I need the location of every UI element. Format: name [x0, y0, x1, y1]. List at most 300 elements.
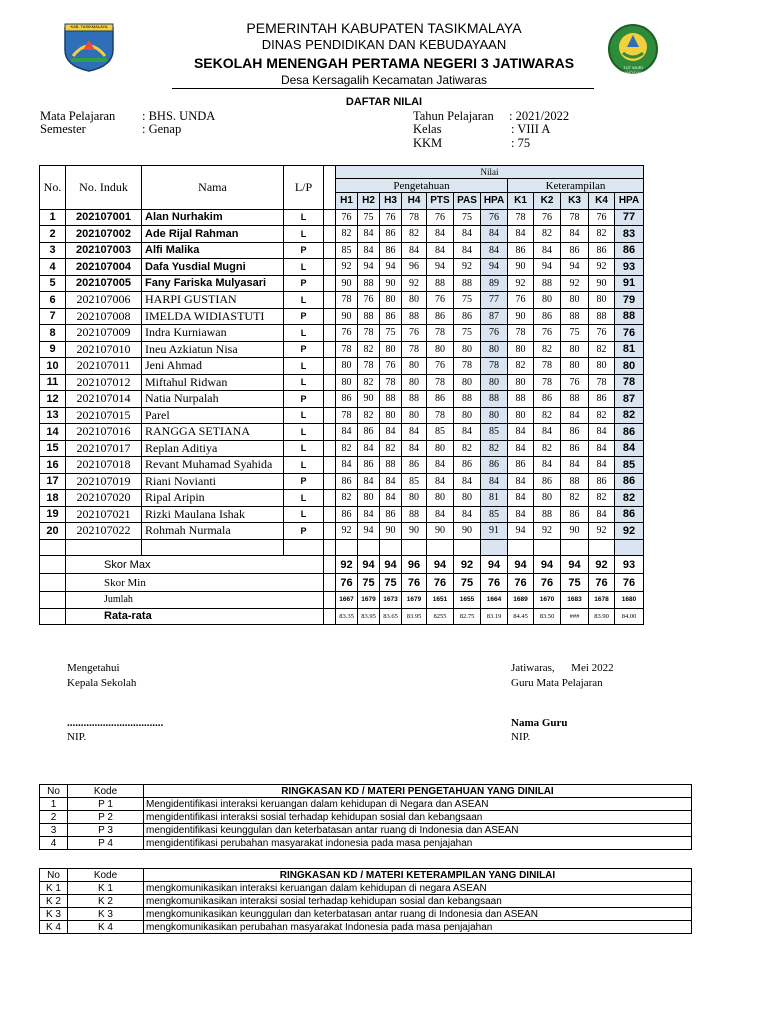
row-score: 84 [589, 457, 615, 474]
row-score: 92 [561, 275, 589, 292]
kdp-row [40, 811, 692, 824]
row-score: 88 [534, 506, 561, 523]
row-score: 84 [427, 226, 454, 243]
kdp-desc: mengidentifikasi interaksi sosial terhadap kehidupan sosial dan kebangsaan [144, 811, 692, 824]
row-score: 86 [534, 308, 561, 325]
row-score: 80 [402, 490, 427, 507]
row-score: 88 [561, 473, 589, 490]
row-score: 86 [427, 308, 454, 325]
row-score: 90 [561, 523, 589, 540]
row-nama: Alfi Malika [142, 242, 284, 259]
row-score: 76 [427, 209, 454, 226]
row-score: 76 [534, 209, 561, 226]
row-score: 94 [427, 259, 454, 276]
row-score: 88 [561, 391, 589, 408]
row-score: 78 [380, 374, 402, 391]
row-score: 90 [336, 275, 358, 292]
skor-min-row-value: 76 [336, 574, 358, 592]
row-score: 80 [402, 292, 427, 309]
skor-min-row-value: 76 [615, 574, 644, 592]
row-score: 76 [336, 209, 358, 226]
row-score: 85 [481, 506, 508, 523]
rata-row-value: 8255 [427, 608, 454, 625]
row-nama: Replan Aditiya [142, 440, 284, 457]
row-lp: P [284, 391, 324, 408]
row-score: 86 [481, 457, 508, 474]
table-row [40, 308, 644, 325]
year-label: Tahun Pelajaran [413, 109, 494, 123]
row-score: 84 [358, 506, 380, 523]
skor-max-row-value: 94 [508, 556, 534, 574]
blank-cell [615, 539, 644, 556]
table-row [40, 523, 644, 540]
row-score: 84 [427, 242, 454, 259]
skor-max-row-value: 94 [561, 556, 589, 574]
row-score: 80 [561, 341, 589, 358]
row-score: 94 [561, 259, 589, 276]
row-induk: 202107020 [66, 490, 142, 507]
row-score: 90 [336, 308, 358, 325]
row-score: 82 [534, 407, 561, 424]
row-score: 82 [589, 407, 615, 424]
row-no: 10 [40, 358, 66, 375]
skor-min-row-value: 75 [380, 574, 402, 592]
row-score: 92 [615, 523, 644, 540]
row-score: 76 [589, 325, 615, 342]
rata-row-value: 83.95 [402, 608, 427, 625]
row-lp: L [284, 424, 324, 441]
row-induk: 202107004 [66, 259, 142, 276]
blank-cell [66, 539, 142, 556]
row-lp: L [284, 440, 324, 457]
row-score: 85 [336, 242, 358, 259]
row-score: 78 [427, 407, 454, 424]
row-score: 82 [380, 440, 402, 457]
row-score: 86 [380, 226, 402, 243]
kdk-kode: K 2 [68, 895, 144, 908]
row-score: 86 [380, 242, 402, 259]
row-score: 84 [380, 424, 402, 441]
row-score: 80 [336, 374, 358, 391]
row-score: 84 [402, 440, 427, 457]
row-score: 88 [358, 275, 380, 292]
row-score: 82 [358, 374, 380, 391]
row-score: 76 [534, 325, 561, 342]
row-score: 84 [561, 457, 589, 474]
row-score: 84 [454, 424, 481, 441]
row-score: 82 [561, 490, 589, 507]
row-score: 78 [402, 341, 427, 358]
kdp-row [40, 837, 692, 850]
row-score: 79 [615, 292, 644, 309]
sig-right-nip: NIP. [511, 731, 531, 743]
kdk-no: K 4 [40, 921, 68, 934]
kdk-kode: K 3 [68, 908, 144, 921]
row-score: 84 [427, 473, 454, 490]
row-score: 78 [336, 292, 358, 309]
kdk-col-kode: Kode [68, 869, 144, 882]
kdk-desc: mengkomunikasikan interaksi keruangan dalam kehidupan di negara ASEAN [144, 882, 692, 895]
kdk-row [40, 921, 692, 934]
row-score: 86 [380, 308, 402, 325]
row-score: 88 [589, 308, 615, 325]
row-score: 86 [534, 473, 561, 490]
row-nama: Parel [142, 407, 284, 424]
table-row [40, 440, 644, 457]
row-score: 93 [615, 259, 644, 276]
school-name: SEKOLAH MENENGAH PERTAMA NEGERI 3 JATIWARAS [193, 55, 575, 71]
row-spacer [324, 506, 336, 523]
row-no: 4 [40, 259, 66, 276]
row-score: 83 [615, 226, 644, 243]
skor-max-row-label: Skor Max [66, 556, 324, 574]
row-no: 14 [40, 424, 66, 441]
subheader-h4: H4 [402, 193, 427, 210]
row-lp: L [284, 259, 324, 276]
col-no-header: No. [40, 166, 66, 210]
jumlah-row-value: 1679 [358, 592, 380, 609]
row-score: 76 [380, 209, 402, 226]
blank-cell [534, 539, 561, 556]
row-score: 88 [358, 308, 380, 325]
kdp-desc: mengidentifikasi keunggulan dan keterbatasan antar ruang di Indonesia dan ASEAN [144, 824, 692, 837]
skor-min-row-value: 76 [402, 574, 427, 592]
row-score: 96 [402, 259, 427, 276]
row-score: 84 [336, 424, 358, 441]
row-score: 86 [336, 506, 358, 523]
row-score: 76 [380, 358, 402, 375]
row-no: 11 [40, 374, 66, 391]
sig-guru: Guru Mata Pelajaran [511, 677, 603, 689]
row-score: 78 [358, 358, 380, 375]
row-spacer [324, 440, 336, 457]
row-score: 92 [534, 523, 561, 540]
row-induk: 202107008 [66, 308, 142, 325]
kd-keterampilan-table [39, 868, 692, 934]
skor-min-row-value: 76 [589, 574, 615, 592]
jumlah-row-value: 1683 [561, 592, 589, 609]
kd-pengetahuan-table [39, 784, 692, 850]
row-score: 77 [481, 292, 508, 309]
row-induk: 202107019 [66, 473, 142, 490]
row-score: 87 [481, 308, 508, 325]
row-score: 75 [358, 209, 380, 226]
row-score: 92 [402, 275, 427, 292]
row-score: 86 [561, 242, 589, 259]
row-no: 18 [40, 490, 66, 507]
row-score: 84 [615, 440, 644, 457]
row-score: 86 [589, 242, 615, 259]
jumlah-row-value: 1667 [336, 592, 358, 609]
row-score: 86 [358, 457, 380, 474]
row-score: 78 [481, 358, 508, 375]
kdp-desc: mengidentifikasi perubahan masyarakat indonesia pada masa penjajahan [144, 837, 692, 850]
row-score: 87 [615, 391, 644, 408]
spacer-col [324, 166, 336, 210]
row-score: 88 [380, 391, 402, 408]
jumlah-row-label: Jumlah [66, 592, 324, 609]
table-row [40, 275, 644, 292]
row-spacer [324, 341, 336, 358]
row-score: 88 [561, 308, 589, 325]
row-nama: Revant Muhamad Syahida [142, 457, 284, 474]
blank-cell [454, 539, 481, 556]
table-row [40, 391, 644, 408]
jumlah-row-value: 1651 [427, 592, 454, 609]
skor-max-row-value: 94 [358, 556, 380, 574]
table-row [40, 325, 644, 342]
row-score: 78 [402, 209, 427, 226]
row-score: 80 [615, 358, 644, 375]
row-score: 85 [615, 457, 644, 474]
table-row [40, 292, 644, 309]
row-score: 76 [402, 325, 427, 342]
row-score: 94 [380, 259, 402, 276]
kdk-no: K 2 [40, 895, 68, 908]
row-score: 86 [358, 424, 380, 441]
row-nama: Fany Fariska Mulyasari [142, 275, 284, 292]
row-score: 80 [336, 358, 358, 375]
row-nama: Ineu Azkiatun Nisa [142, 341, 284, 358]
subheader-pts: PTS [427, 193, 454, 210]
row-no: 20 [40, 523, 66, 540]
row-score: 86 [615, 424, 644, 441]
row-score: 80 [508, 374, 534, 391]
row-score: 78 [336, 341, 358, 358]
row-score: 80 [589, 292, 615, 309]
row-score: 92 [508, 275, 534, 292]
row-induk: 202107002 [66, 226, 142, 243]
row-score: 92 [454, 259, 481, 276]
row-lp: L [284, 490, 324, 507]
row-score: 88 [615, 308, 644, 325]
kdk-row [40, 908, 692, 921]
row-score: 92 [589, 523, 615, 540]
skor-max-row-value: 94 [380, 556, 402, 574]
row-score: 85 [402, 473, 427, 490]
row-score: 84 [589, 424, 615, 441]
row-lp: P [284, 242, 324, 259]
kkm-label: KKM [413, 136, 443, 150]
subheader-hpa: HPA [481, 193, 508, 210]
rata-row-value: 84.45 [508, 608, 534, 625]
row-score: 76 [481, 325, 508, 342]
rata-row-value: 83.65 [380, 608, 402, 625]
row-score: 80 [380, 341, 402, 358]
row-score: 78 [615, 374, 644, 391]
rata-row-value: 84.00 [615, 608, 644, 625]
blank-cell [508, 539, 534, 556]
row-score: 84 [508, 424, 534, 441]
header-line-2: DINAS PENDIDIKAN DAN KEBUDAYAAN [261, 37, 507, 52]
row-score: 84 [508, 506, 534, 523]
row-score: 86 [454, 308, 481, 325]
skor-max-row-value: 94 [481, 556, 508, 574]
keterampilan-header: Keterampilan [508, 179, 644, 193]
row-nama: Alan Nurhakim [142, 209, 284, 226]
skor-min-row-value: 75 [561, 574, 589, 592]
row-induk: 202107001 [66, 209, 142, 226]
subheader-k3: K3 [561, 193, 589, 210]
row-score: 86 [561, 424, 589, 441]
row-score: 84 [454, 506, 481, 523]
col-lp-header: L/P [284, 166, 324, 210]
table-row [40, 374, 644, 391]
row-score: 86 [589, 391, 615, 408]
row-nama: Indra Kurniawan [142, 325, 284, 342]
skor-min-row-value: 76 [534, 574, 561, 592]
subheader-k2: K2 [534, 193, 561, 210]
row-score: 84 [358, 440, 380, 457]
kdk-no: K 1 [40, 882, 68, 895]
row-score: 90 [454, 523, 481, 540]
skor-min-row-value: 75 [454, 574, 481, 592]
row-score: 90 [358, 391, 380, 408]
jumlah-row-value: 1678 [589, 592, 615, 609]
row-nama: RANGGA SETIANA [142, 424, 284, 441]
row-score: 75 [454, 292, 481, 309]
row-score: 80 [481, 374, 508, 391]
row-score: 84 [427, 506, 454, 523]
row-score: 80 [427, 341, 454, 358]
row-spacer [324, 325, 336, 342]
rata-row-blank [40, 608, 66, 625]
row-score: 86 [615, 473, 644, 490]
blank-cell [589, 539, 615, 556]
rata-row [40, 608, 644, 625]
blank-cell [284, 539, 324, 556]
rata-row-value: 83.19 [481, 608, 508, 625]
row-score: 91 [481, 523, 508, 540]
jumlah-row-value: 1680 [615, 592, 644, 609]
skor-min-row-value: 75 [358, 574, 380, 592]
row-score: 91 [615, 275, 644, 292]
row-score: 92 [589, 259, 615, 276]
blank-cell [380, 539, 402, 556]
blank-cell [358, 539, 380, 556]
row-nama: IMELDA WIDIASTUTI [142, 308, 284, 325]
row-score: 84 [508, 490, 534, 507]
row-score: 76 [427, 292, 454, 309]
row-score: 78 [508, 209, 534, 226]
row-nama: Rohmah Nurmala [142, 523, 284, 540]
kdp-col-kode: Kode [68, 785, 144, 798]
row-score: 85 [481, 424, 508, 441]
row-score: 82 [358, 341, 380, 358]
table-row [40, 226, 644, 243]
row-score: 86 [534, 391, 561, 408]
blank-cell [40, 539, 66, 556]
jumlah-row [40, 592, 644, 609]
row-induk: 202107009 [66, 325, 142, 342]
row-induk: 202107006 [66, 292, 142, 309]
row-lp: P [284, 275, 324, 292]
skor-max-row-value: 92 [336, 556, 358, 574]
row-score: 80 [589, 358, 615, 375]
row-score: 82 [336, 440, 358, 457]
table-row [40, 242, 644, 259]
row-score: 82 [481, 440, 508, 457]
pengetahuan-header: Pengetahuan [336, 179, 508, 193]
row-score: 80 [561, 292, 589, 309]
row-nama: Natia Nurpalah [142, 391, 284, 408]
kdk-kode: K 4 [68, 921, 144, 934]
row-score: 84 [534, 242, 561, 259]
class-label: Kelas [413, 122, 442, 136]
table-row [40, 407, 644, 424]
row-score: 86 [589, 473, 615, 490]
col-induk-header: No. Induk [66, 166, 142, 210]
row-score: 75 [561, 325, 589, 342]
subheader-hpa: HPA [615, 193, 644, 210]
row-score: 82 [534, 341, 561, 358]
kdk-desc: mengkomunikasikan interaksi sosial terhadap kehidupan sosial dan kebangsaan [144, 895, 692, 908]
table-row [40, 506, 644, 523]
kdk-kode: K 1 [68, 882, 144, 895]
row-induk: 202107003 [66, 242, 142, 259]
row-score: 84 [358, 226, 380, 243]
ministry-logo-text: TUT WURI HANDAYANI [621, 65, 645, 75]
row-nama: Ripal Aripin [142, 490, 284, 507]
row-score: 81 [481, 490, 508, 507]
row-score: 86 [615, 506, 644, 523]
row-score: 92 [336, 259, 358, 276]
subheader-pas: PAS [454, 193, 481, 210]
row-score: 84 [427, 457, 454, 474]
row-score: 82 [508, 358, 534, 375]
row-score: 86 [336, 391, 358, 408]
row-lp: L [284, 292, 324, 309]
kdp-kode: P 1 [68, 798, 144, 811]
row-score: 84 [561, 407, 589, 424]
row-score: 82 [534, 226, 561, 243]
blank-row [40, 539, 644, 556]
row-score: 84 [358, 473, 380, 490]
row-score: 94 [534, 259, 561, 276]
row-score: 85 [427, 424, 454, 441]
row-score: 78 [336, 407, 358, 424]
row-score: 82 [336, 490, 358, 507]
grade-table [39, 165, 644, 625]
regency-logo-text: KAB. TASIKMALAYA [70, 24, 108, 29]
rata-row-value: 82.75 [454, 608, 481, 625]
year-value: : 2021/2022 [509, 109, 570, 123]
sig-left-nip: NIP. [67, 731, 87, 743]
blank-cell [402, 539, 427, 556]
row-no: 19 [40, 506, 66, 523]
kdk-col-no: No [40, 869, 68, 882]
row-score: 94 [481, 259, 508, 276]
row-spacer [324, 407, 336, 424]
blank-cell [481, 539, 508, 556]
row-lp: L [284, 407, 324, 424]
jumlah-row-spacer [324, 592, 336, 609]
row-lp: L [284, 209, 324, 226]
row-score: 82 [358, 407, 380, 424]
row-score: 76 [561, 374, 589, 391]
row-lp: P [284, 341, 324, 358]
jumlah-row-value: 1670 [534, 592, 561, 609]
sig-kepala-sekolah: Kepala Sekolah [67, 677, 137, 689]
rata-row-value: 83.95 [358, 608, 380, 625]
row-score: 84 [454, 473, 481, 490]
row-score: 94 [358, 523, 380, 540]
row-spacer [324, 374, 336, 391]
row-score: 84 [589, 440, 615, 457]
row-score: 80 [427, 490, 454, 507]
subheader-k1: K1 [508, 193, 534, 210]
skor-max-row-value: 92 [454, 556, 481, 574]
